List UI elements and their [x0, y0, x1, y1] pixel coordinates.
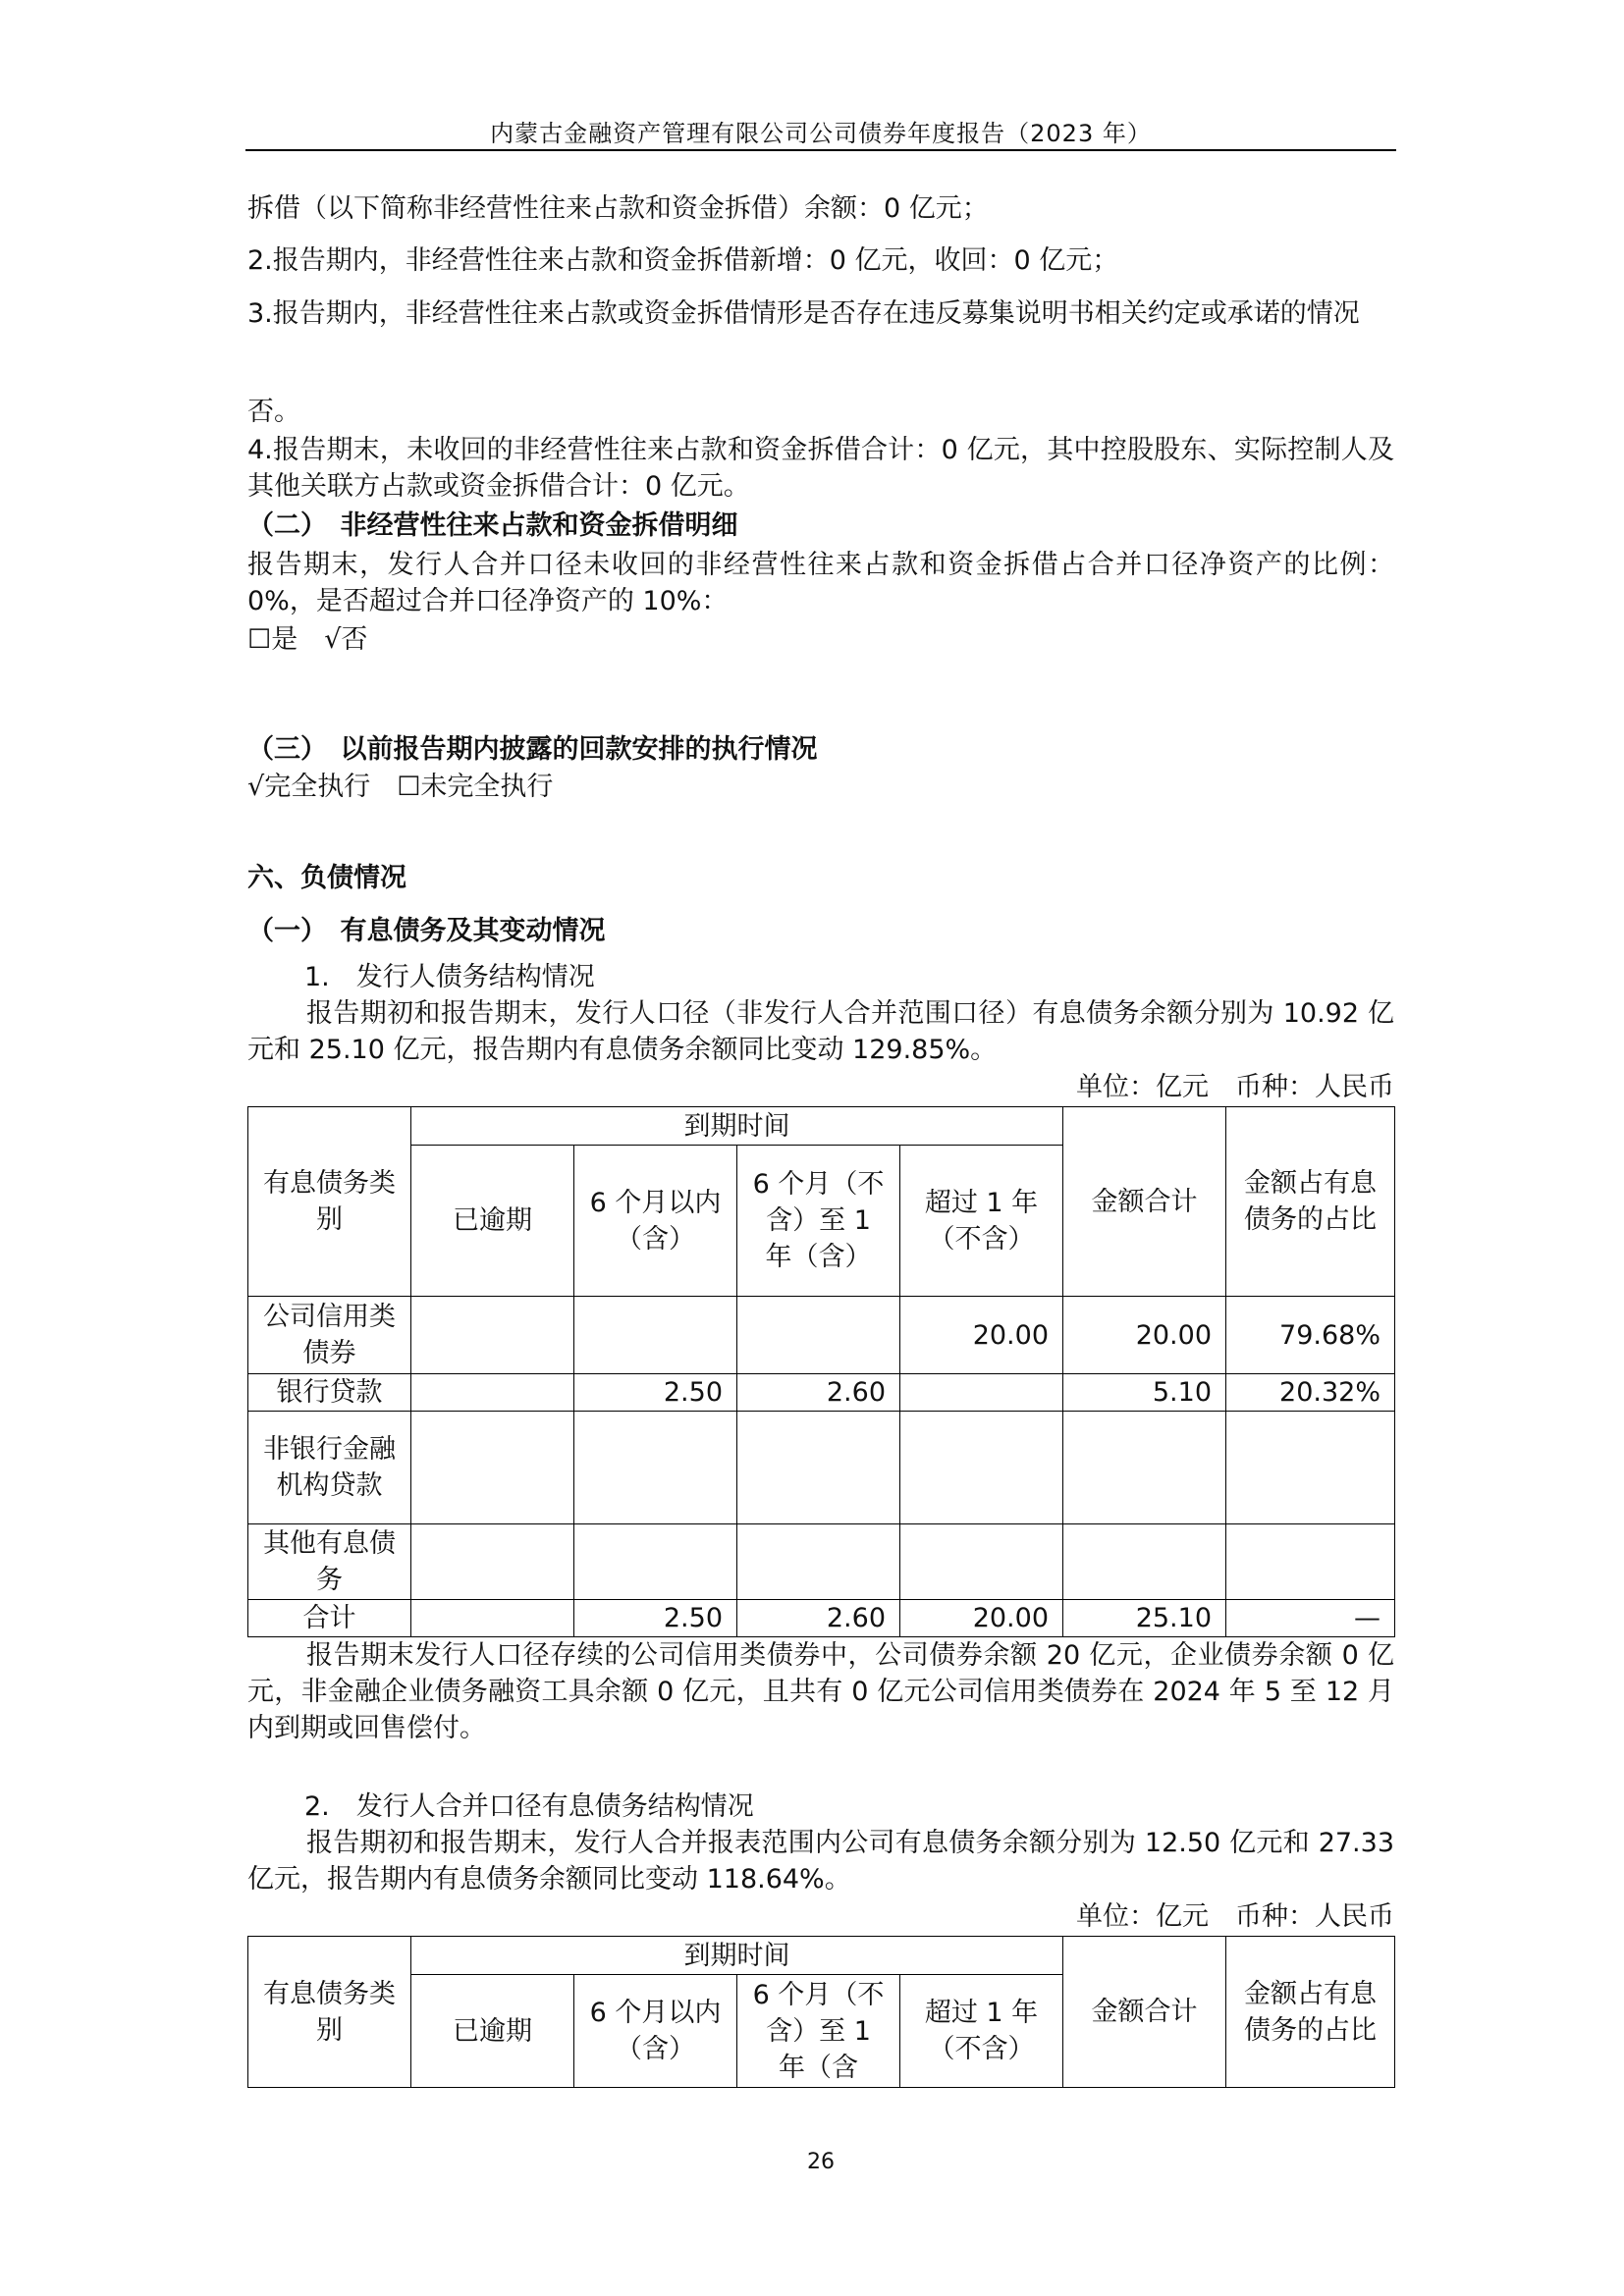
header-share: 金额占有息债务的占比 — [1226, 1937, 1395, 2088]
header-6-to-12-months: 6 个月（不含）至 1 年（含） — [737, 1146, 900, 1297]
cell-overdue — [411, 1524, 574, 1600]
header-overdue: 已逾期 — [411, 1975, 574, 2088]
sub-heading-issuer-structure: 1. 发行人债务结构情况 — [304, 962, 595, 992]
cell-6-to-12: 2.60 — [737, 1600, 900, 1637]
header-divider — [245, 149, 1396, 151]
cell-total — [1063, 1524, 1226, 1600]
cell-overdue — [411, 1374, 574, 1412]
cell-share — [1226, 1412, 1395, 1524]
header-category: 有息债务类别 — [248, 1937, 411, 2088]
header-overdue: 已逾期 — [411, 1146, 574, 1297]
unit-currency-label: 单位：亿元 币种：人民币 — [1076, 1072, 1394, 1102]
cell-share — [1226, 1524, 1395, 1600]
row-category: 合计 — [248, 1600, 411, 1637]
page-number: 26 — [807, 2150, 835, 2174]
cell-share: — — [1226, 1600, 1395, 1637]
cell-overdue — [411, 1297, 574, 1374]
cell-total — [1063, 1412, 1226, 1524]
cell-total: 20.00 — [1063, 1297, 1226, 1374]
cell-over-1y: 20.00 — [900, 1600, 1063, 1637]
cell-within-6 — [574, 1297, 737, 1374]
cell-within-6 — [574, 1412, 737, 1524]
paragraph-violation-question: 3.报告期内，非经营性往来占款或资金拆借情形是否存在违反募集说明书相关约定或承诺的情况 — [247, 298, 1360, 329]
cell-6-to-12 — [737, 1524, 900, 1600]
table-row — [248, 1524, 1395, 1600]
header-6-to-12-months: 6 个月（不含）至 1 年（含 — [737, 1975, 900, 2088]
cell-within-6 — [574, 1524, 737, 1600]
cell-within-6: 2.50 — [574, 1374, 737, 1412]
header-over-1-year: 超过 1 年（不含） — [900, 1975, 1063, 2088]
paragraph-consolidated-debt-change: 报告期初和报告期末，发行人合并报表范围内公司有息债务余额分别为 12.50 亿元和 27.33 亿元，报告期内有息债务余额同比变动 118.64%。 — [247, 1828, 1394, 1895]
cell-share: 20.32% — [1226, 1374, 1395, 1412]
cell-6-to-12: 2.60 — [737, 1374, 900, 1412]
cell-overdue — [411, 1412, 574, 1524]
checkbox-execution-options: √完全执行 ☐未完全执行 — [247, 772, 554, 802]
table-row-total — [248, 1600, 1395, 1637]
paragraph-credit-bonds: 报告期末发行人口径存续的公司信用类债券中，公司债券余额 20 亿元，企业债券余额 0 亿元，非金融企业债务融资工具余额 0 亿元，且共有 0 亿元公司信用类债券在 2024 年 5 至 12 月内到期或回售偿付。 — [247, 1640, 1394, 1743]
header-total: 金额合计 — [1063, 1937, 1226, 2088]
header-within-6-months: 6 个月以内（含） — [574, 1146, 737, 1297]
header-over-1-year: 超过 1 年（不含） — [900, 1146, 1063, 1297]
cell-share: 79.68% — [1226, 1297, 1395, 1374]
cell-overdue — [411, 1600, 574, 1637]
header-share: 金额占有息债务的占比 — [1226, 1107, 1395, 1297]
header-maturity-group: 到期时间 — [411, 1937, 1063, 1975]
section-heading-liabilities: 六、负债情况 — [247, 863, 406, 893]
section-heading-details: （二） 非经营性往来占款和资金拆借明细 — [247, 510, 738, 541]
paragraph-borrowing-balance: 拆借（以下简称非经营性往来占款和资金拆借）余额：0 亿元； — [247, 193, 989, 224]
paragraph-answer-no: 否。 — [247, 397, 300, 427]
paragraph-uncollected-total: 4.报告期末，未收回的非经营性往来占款和资金拆借合计：0 亿元，其中控股股东、实际控制人及其他关联方占款或资金拆借合计：0 亿元。 — [247, 435, 1394, 502]
sub-heading-consolidated-structure: 2. 发行人合并口径有息债务结构情况 — [304, 1791, 754, 1822]
row-category: 公司信用类债券 — [248, 1297, 411, 1374]
cell-over-1y — [900, 1412, 1063, 1524]
unit-currency-label-2: 单位：亿元 币种：人民币 — [1076, 1901, 1394, 1932]
section-heading-repayment: （三） 以前报告期内披露的回款安排的执行情况 — [247, 734, 818, 765]
issuer-debt-table — [247, 1106, 1395, 1637]
cell-over-1y — [900, 1374, 1063, 1412]
header-within-6-months: 6 个月以内（含） — [574, 1975, 737, 2088]
cell-over-1y: 20.00 — [900, 1297, 1063, 1374]
cell-6-to-12 — [737, 1412, 900, 1524]
header-category: 有息债务类别 — [248, 1107, 411, 1297]
header-maturity-group: 到期时间 — [411, 1107, 1063, 1146]
table-row — [248, 1412, 1395, 1524]
cell-within-6: 2.50 — [574, 1600, 737, 1637]
cell-over-1y — [900, 1524, 1063, 1600]
cell-total: 25.10 — [1063, 1600, 1226, 1637]
row-category: 其他有息债务 — [248, 1524, 411, 1600]
report-header: 内蒙古金融资产管理有限公司公司债券年度报告（2023 年） — [490, 120, 1152, 147]
table-row — [248, 1374, 1395, 1412]
cell-total: 5.10 — [1063, 1374, 1226, 1412]
paragraph-issuer-debt-change: 报告期初和报告期末，发行人口径（非发行人合并范围口径）有息债务余额分别为 10.92 亿元和 25.10 亿元，报告期内有息债务余额同比变动 129.85%。 — [247, 998, 1394, 1065]
table-row — [248, 1297, 1395, 1374]
row-category: 非银行金融机构贷款 — [248, 1412, 411, 1524]
subsection-heading-interest-debt: （一） 有息债务及其变动情况 — [247, 916, 606, 946]
header-total: 金额合计 — [1063, 1107, 1226, 1297]
checkbox-exceed-options: ☐是 √否 — [247, 624, 368, 655]
paragraph-net-asset-ratio: 报告期末，发行人合并口径未收回的非经营性往来占款和资金拆借占合并口径净资产的比例：0%，是否超过合并口径净资产的 10%： — [247, 550, 1394, 616]
paragraph-new-and-recovered: 2.报告期内，非经营性往来占款和资金拆借新增：0 亿元，收回：0 亿元； — [247, 245, 1119, 276]
consolidated-debt-table — [247, 1936, 1395, 2088]
cell-6-to-12 — [737, 1297, 900, 1374]
row-category: 银行贷款 — [248, 1374, 411, 1412]
